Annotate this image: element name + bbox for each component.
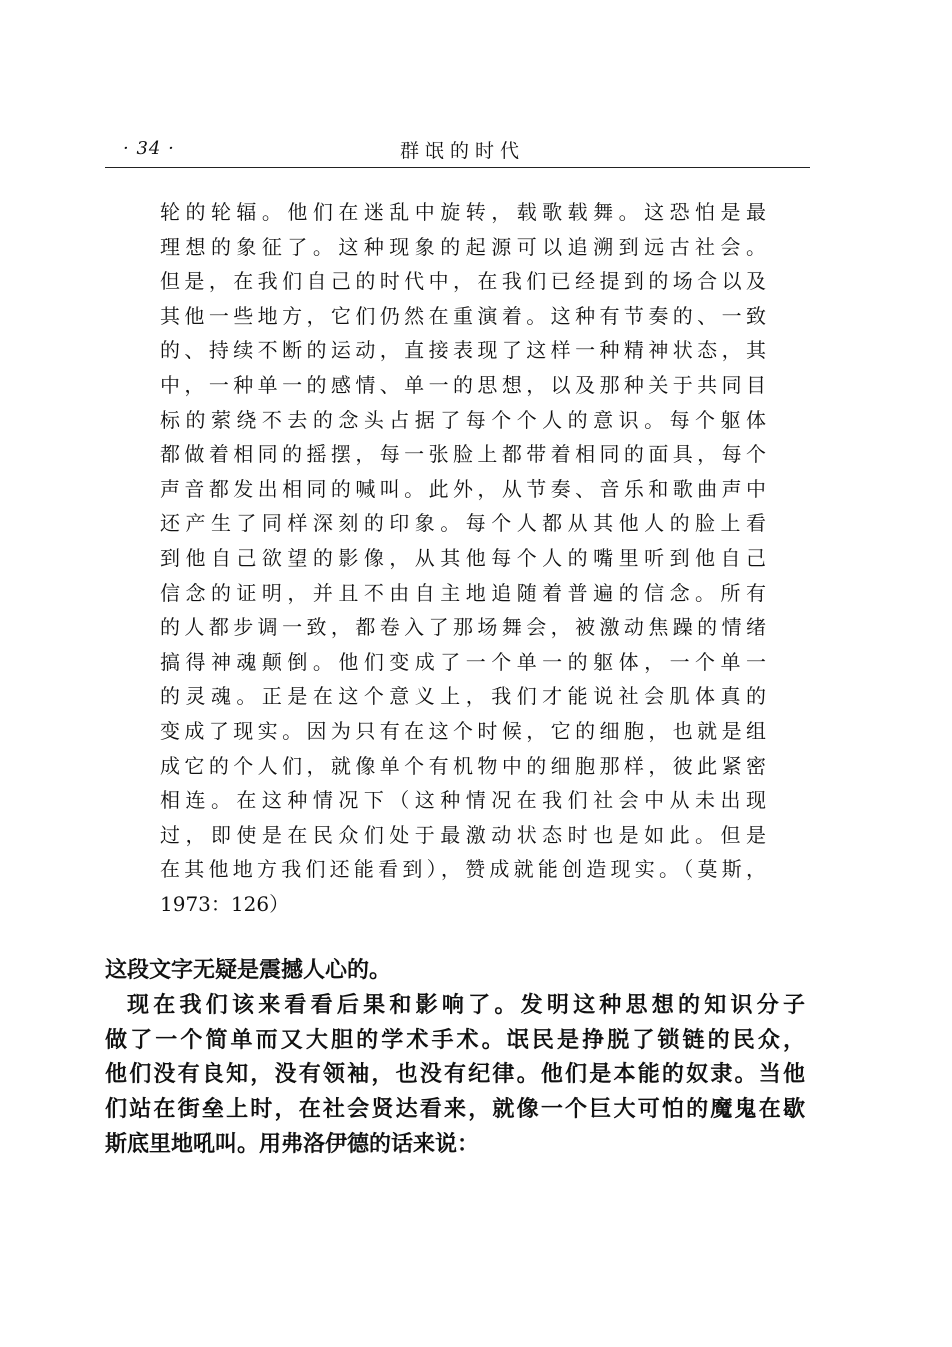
quote-line: 相连。在这种情况下（这种情况在我们社会中从未出现 — [160, 788, 766, 813]
quote-line: 标的萦绕不去的念头占据了每个个人的意识。每个躯体 — [160, 407, 766, 432]
quote-line: 其他一些地方，它们仍然在重演着。这种有节奏的、一致 — [160, 303, 766, 328]
quote-line: 的灵魂。正是在这个意义上，我们才能说社会肌体真的 — [160, 684, 766, 709]
page-number: · 34 · — [123, 138, 175, 159]
quote-line: 的人都步调一致，都卷入了那场舞会，被激动焦躁的情绪 — [160, 615, 766, 640]
body-line: 斯底里地吼叫。用弗洛伊德的话来说： — [105, 1131, 480, 1157]
quote-line: 信念的证明，并且不由自主地追随着普遍的信念。所有 — [160, 580, 766, 605]
quote-line: 在其他地方我们还能看到），赞成就能创造现实。（莫斯， — [160, 857, 766, 882]
quote-line: 中，一种单一的感情、单一的思想，以及那种关于共同目 — [160, 372, 766, 397]
running-header — [105, 136, 810, 162]
quote-line: 成它的个人们，就像单个有机物中的细胞那样，彼此紧密 — [160, 753, 766, 778]
quote-line: 理想的象征了。这种现象的起源可以追溯到远古社会。 — [160, 234, 766, 259]
quote-line: 搞得神魂颠倒。他们变成了一个单一的躯体，一个单一 — [160, 649, 766, 674]
body-text — [105, 954, 805, 1163]
running-title: 群氓的时代 — [400, 140, 526, 162]
header-rule — [105, 167, 810, 168]
quote-line: 到他自己欲望的影像，从其他每个人的嘴里听到他自己 — [160, 545, 766, 570]
body-line: 们站在街垒上时，在社会贤达看来，就像一个巨大可怕的魔鬼在歇 — [105, 1097, 805, 1123]
block-quote — [160, 195, 766, 921]
quote-line: 声音都发出相同的喊叫。此外，从节奏、音乐和歌曲声中 — [160, 476, 766, 501]
quote-line: 变成了现实。因为只有在这个时候，它的细胞，也就是组 — [160, 718, 766, 743]
quote-line: 还产生了同样深刻的印象。每个人都从其他人的脸上看 — [160, 511, 766, 536]
body-line: 现在我们该来看看后果和影响了。发明这种思想的知识分子 — [127, 992, 805, 1018]
body-line: 做了一个简单而又大胆的学术手术。氓民是挣脱了锁链的民众， — [105, 1027, 805, 1053]
quote-line: 过，即使是在民众们处于最激动状态时也是如此。但是 — [160, 822, 766, 847]
body-line: 这段文字无疑是震撼人心的。 — [105, 958, 392, 983]
quote-line: 的、持续不断的运动，直接表现了这样一种精神状态，其 — [160, 338, 766, 363]
quote-citation: 1973：126） — [160, 891, 290, 916]
quote-line: 但是，在我们自己的时代中，在我们已经提到的场合以及 — [160, 269, 766, 294]
quote-line: 轮的轮辐。他们在迷乱中旋转，载歌载舞。这恐怕是最 — [160, 200, 766, 224]
body-line: 他们没有良知，没有领袖，也没有纪律。他们是本能的奴隶。当他 — [105, 1062, 805, 1088]
quote-line: 都做着相同的摇摆，每一张脸上都带着相同的面具，每个 — [160, 442, 766, 467]
